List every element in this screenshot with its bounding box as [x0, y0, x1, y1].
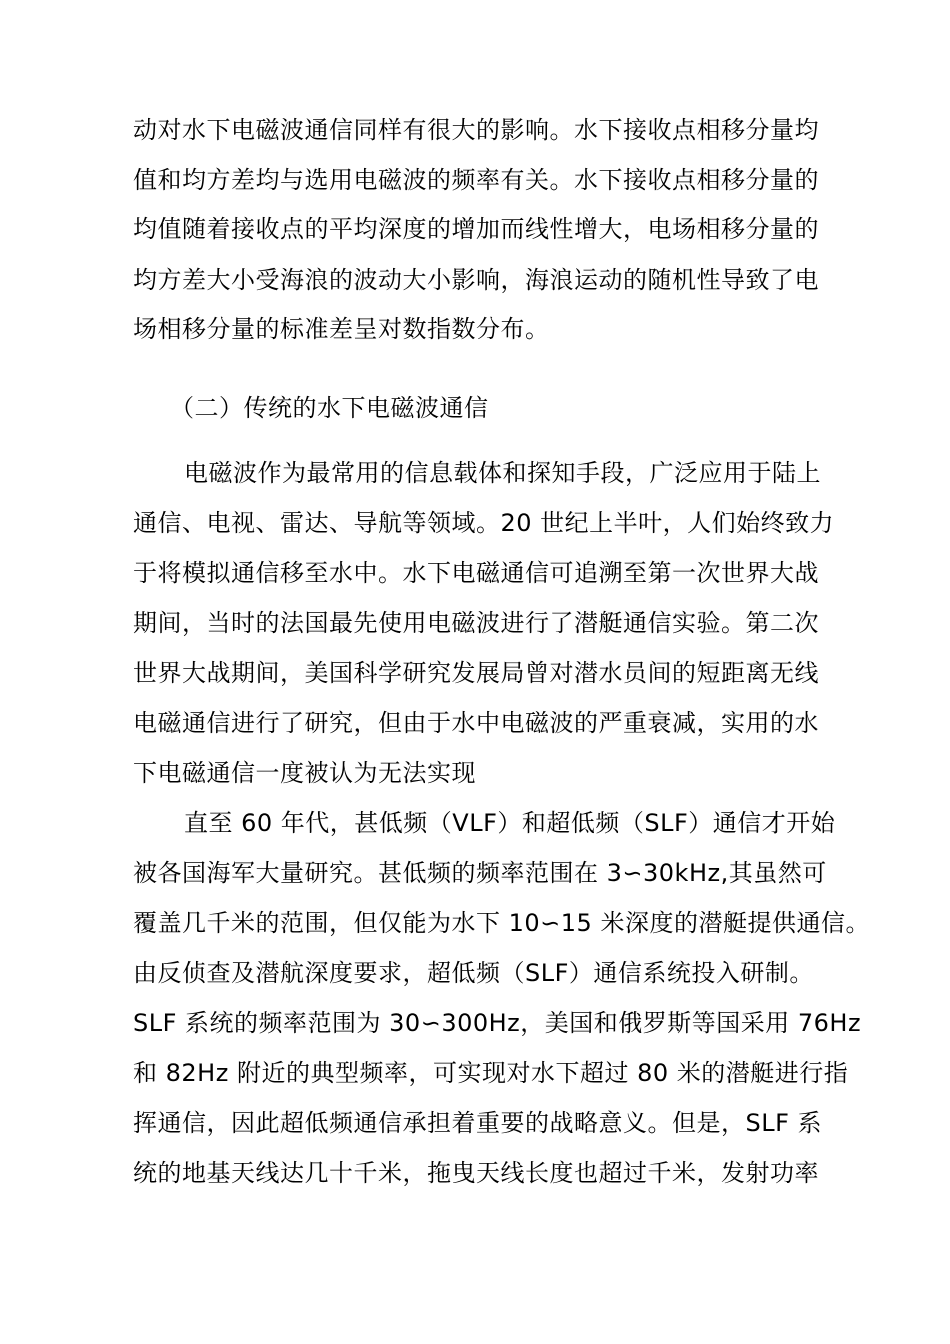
- paragraph-3-line-3: 覆盖几千米的范围，但仅能为水下 10∽15 米深度的潜艇提供通信。: [133, 909, 870, 937]
- paragraph-1-line-2: 值和均方差均与选用电磁波的频率有关。水下接收点相移分量的: [133, 166, 819, 194]
- section-heading: （二）传统的水下电磁波通信: [170, 394, 489, 422]
- paragraph-1-line-4: 均方差大小受海浪的波动大小影响，海浪运动的随机性导致了电: [133, 266, 819, 294]
- paragraph-3-line-6: 和 82Hz 附近的典型频率，可实现对水下超过 80 米的潜艇进行指: [133, 1059, 849, 1087]
- paragraph-3-line-4: 由反侦查及潜航深度要求，超低频（SLF）通信系统投入研制。: [133, 959, 814, 987]
- paragraph-1-line-1: 动对水下电磁波通信同样有很大的影响。水下接收点相移分量均: [133, 116, 819, 144]
- paragraph-2-line-6: 电磁通信进行了研究，但由于水中电磁波的严重衰减，实用的水: [133, 709, 819, 737]
- paragraph-2-line-3: 于将模拟通信移至水中。水下电磁通信可追溯至第一次世界大战: [133, 559, 819, 587]
- paragraph-2-line-2: 通信、电视、雷达、导航等领域。20 世纪上半叶，人们始终致力: [133, 509, 835, 537]
- paragraph-3-line-8: 统的地基天线达几十千米，拖曳天线长度也超过千米，发射功率: [133, 1159, 819, 1187]
- paragraph-2-line-7: 下电磁通信一度被认为无法实现: [133, 759, 476, 787]
- paragraph-3-line-2: 被各国海军大量研究。甚低频的频率范围在 3∽30kHz,其虽然可: [133, 859, 827, 887]
- paragraph-3-line-7: 挥通信，因此超低频通信承担着重要的战略意义。但是，SLF 系: [133, 1109, 823, 1137]
- paragraph-2-line-5: 世界大战期间，美国科学研究发展局曾对潜水员间的短距离无线: [133, 659, 819, 687]
- paragraph-2-line-1: 电磁波作为最常用的信息载体和探知手段，广泛应用于陆上: [184, 459, 821, 487]
- paragraph-3-line-1: 直至 60 年代，甚低频（VLF）和超低频（SLF）通信才开始: [184, 809, 836, 837]
- paragraph-2-line-4: 期间，当时的法国最先使用电磁波进行了潜艇通信实验。第二次: [133, 609, 819, 637]
- paragraph-1-line-5: 场相移分量的标准差呈对数指数分布。: [133, 315, 550, 343]
- paragraph-3-line-5: SLF 系统的频率范围为 30∽300Hz，美国和俄罗斯等国采用 76Hz: [133, 1009, 862, 1037]
- paragraph-1-line-3: 均值随着接收点的平均深度的增加而线性增大，电场相移分量的: [133, 215, 819, 243]
